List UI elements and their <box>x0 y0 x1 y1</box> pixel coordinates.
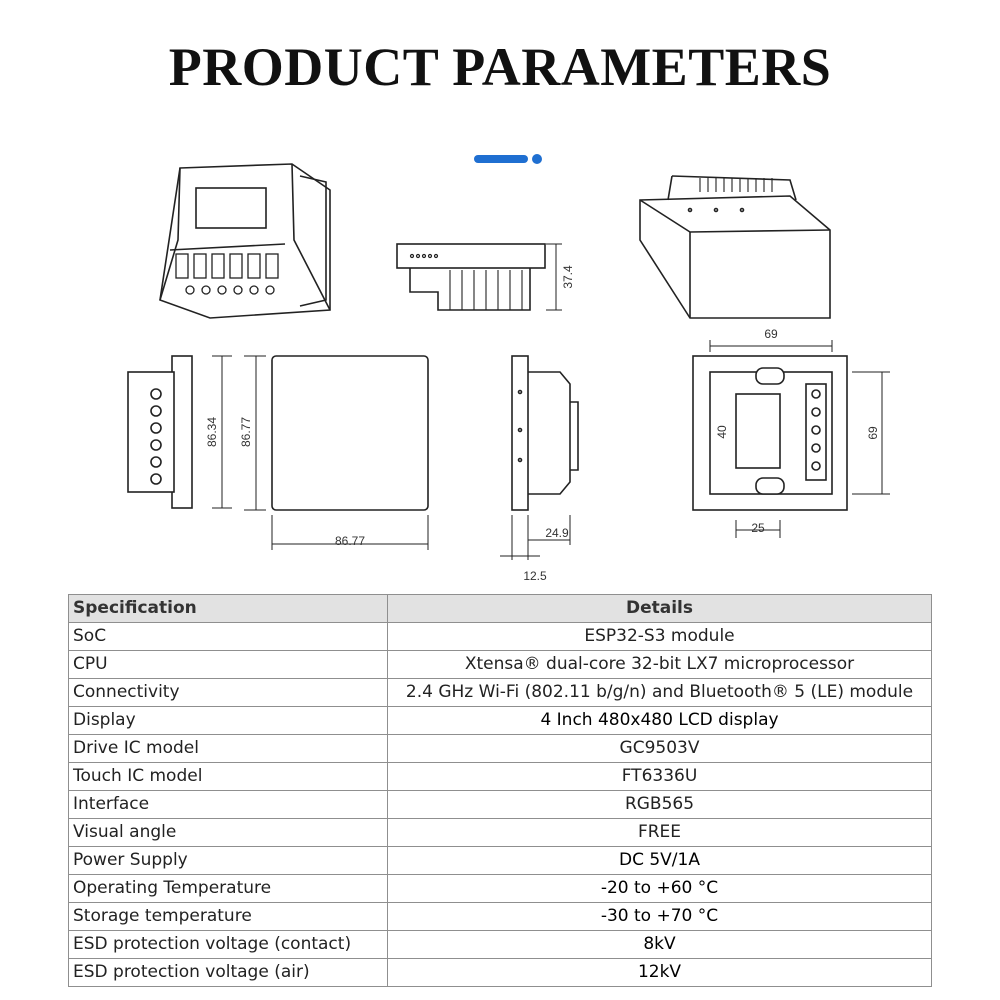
table-row <box>69 875 932 903</box>
dim-side-depth: 24.9 <box>545 526 569 540</box>
header-specification: Specification <box>69 595 388 623</box>
spec-value: GC9503V <box>388 735 932 763</box>
dim-front-width: 86.77 <box>334 534 366 548</box>
page-title: PRODUCT PARAMETERS <box>168 37 832 97</box>
spec-name: Storage temperature <box>69 903 388 931</box>
spec-name: Power Supply <box>69 847 388 875</box>
dim-back-height: 69 <box>866 426 880 440</box>
spec-name: Display <box>69 707 388 735</box>
spec-name: Drive IC model <box>69 735 388 763</box>
technical-drawing <box>0 150 1000 590</box>
spec-name: SoC <box>69 623 388 651</box>
table-row <box>69 707 932 735</box>
spec-value: 2.4 GHz Wi-Fi (802.11 b/g/n) and Bluetooth® 5 (LE) module <box>388 679 932 707</box>
spec-value: Xtensa® dual-core 32-bit LX7 microprocessor <box>388 651 932 679</box>
spec-value: DC 5V/1A <box>388 847 932 875</box>
table-row <box>69 623 932 651</box>
table-row <box>69 679 932 707</box>
spec-name: Operating Temperature <box>69 875 388 903</box>
spec-name: Touch IC model <box>69 763 388 791</box>
spec-table <box>68 594 932 987</box>
spec-table-header <box>69 595 932 623</box>
dim-side-height: 86.34 <box>205 416 219 448</box>
dim-side-plate: 12.5 <box>523 569 547 583</box>
spec-value: -20 to +60 °C <box>388 875 932 903</box>
spec-name: Interface <box>69 791 388 819</box>
front-panel-view <box>244 356 428 550</box>
top-view <box>397 244 562 310</box>
iso-back-view <box>160 164 330 318</box>
spec-name: Visual angle <box>69 819 388 847</box>
spec-value: FREE <box>388 819 932 847</box>
table-row <box>69 819 932 847</box>
spec-value: FT6336U <box>388 763 932 791</box>
spec-value: -30 to +70 °C <box>388 903 932 931</box>
spec-value: ESP32-S3 module <box>388 623 932 651</box>
iso-front-view <box>640 176 830 318</box>
table-row <box>69 651 932 679</box>
table-row <box>69 735 932 763</box>
dim-back-width: 69 <box>764 327 778 341</box>
table-row <box>69 903 932 931</box>
table-row <box>69 931 932 959</box>
dim-window-height: 40 <box>715 425 729 439</box>
spec-value: RGB565 <box>388 791 932 819</box>
dim-front-height: 86.77 <box>239 416 253 448</box>
table-row <box>69 959 932 987</box>
spec-name: ESD protection voltage (contact) <box>69 931 388 959</box>
spec-name: CPU <box>69 651 388 679</box>
dim-height-depth: 37.4 <box>561 265 575 289</box>
dim-window-width: 25 <box>751 521 765 535</box>
spec-name: ESD protection voltage (air) <box>69 959 388 987</box>
spec-value: 12kV <box>388 959 932 987</box>
spec-value: 8kV <box>388 931 932 959</box>
header-details: Details <box>388 595 932 623</box>
spec-name: Connectivity <box>69 679 388 707</box>
spec-value: 4 Inch 480x480 LCD display <box>388 707 932 735</box>
table-row <box>69 847 932 875</box>
table-row <box>69 791 932 819</box>
table-row <box>69 763 932 791</box>
